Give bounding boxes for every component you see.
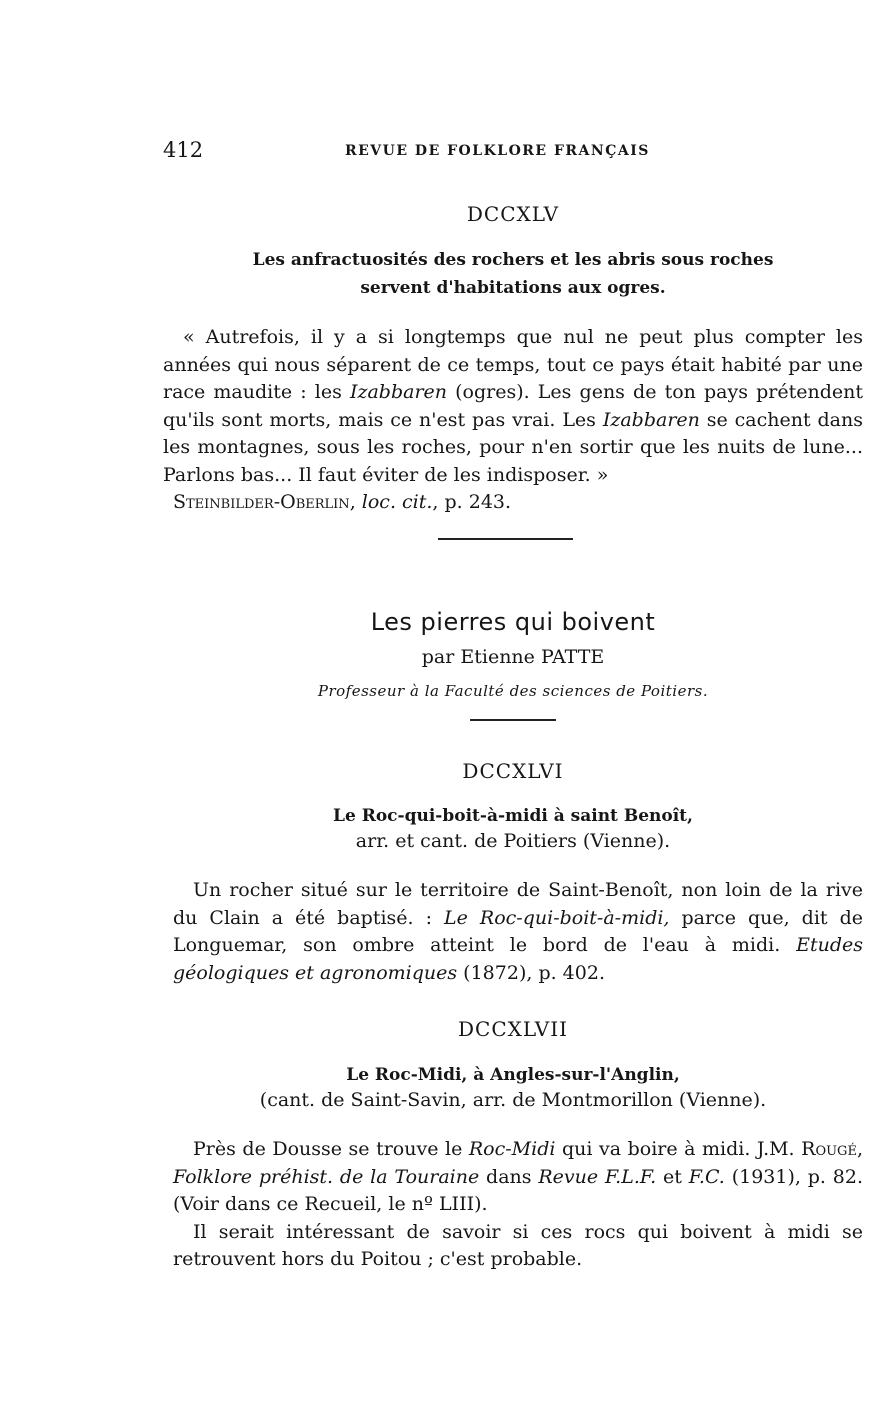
section-subtitle-746: arr. et cant. de Poitiers (Vienne). (355, 830, 671, 852)
section-number-746: DCCXLVI (462, 759, 564, 783)
section-number-747: DCCXLVII (457, 1017, 569, 1041)
section-title-746: Le Roc-qui-boit-à-midi à saint Benoît, (333, 806, 693, 826)
section-title-745 (163, 246, 863, 302)
citation-author: Steinbilder-Oberlin (173, 491, 350, 513)
section-divider (438, 538, 573, 540)
paragraph-747 (173, 1136, 863, 1274)
section-title-745-line1: Les anfractuosités des rochers et les abris sous roches (252, 250, 774, 270)
paragraph-747-text-1: Près de Dousse se trouve le Roc-Midi qui va boire à midi. J.M. Rougé, Folklore préhist. de la Touraine dans Revue F.L.F. et F.C. (1931), p. 82. (Voir dans ce Recueil, le nº LIII). (173, 1138, 863, 1215)
article-author: par Etienne PATTE (421, 646, 605, 668)
citation: Steinbilder-Oberlin, loc. cit., p. 243. (173, 491, 512, 513)
running-head: REVUE DE FOLKLORE FRANÇAIS (345, 143, 650, 159)
section-subtitle-747: (cant. de Saint-Savin, arr. de Montmorillon (Vienne). (259, 1089, 767, 1111)
article-title: Les pierres qui boivent (370, 608, 656, 636)
page-header (163, 138, 674, 166)
section-number-745: DCCXLV (466, 202, 560, 226)
page-number: 412 (163, 138, 204, 162)
paragraph-747-text-2: Il serait intéressant de savoir si ces rocs qui boivent à midi se retrouvent hors du Poitou ; c'est probable. (173, 1220, 863, 1270)
paragraph-746-text: Un rocher situé sur le territoire de Saint-Benoît, non loin de la rive du Clain a été baptisé. : Le Roc-qui-boit-à-midi, parce que, dit de Longuemar, son ombre atteint le bord de l'eau à midi. Etudes géologiques et agronomiques (1872), p. 402. (173, 879, 863, 984)
quote-paragraph: « Autrefois, il y a si longtemps que nul ne peut plus compter les années qui nous séparent de ce temps, tout ce pays était habité par une race maudite : les Izabbaren (ogres). Les gens de ton pays prétendent qu'ils sont morts, mais ce n'est pas vrai. Les Izabbaren se cachent dans les montagnes, sous les roches, pour n'en sortir que les nuits de lune... Parlons bas... Il faut éviter de les indisposer. » (163, 326, 863, 486)
paragraph-746 (173, 877, 863, 987)
article-divider (470, 719, 556, 721)
article-affiliation: Professeur à la Faculté des sciences de Poitiers. (317, 682, 709, 700)
section-title-745-line2: servent d'habitations aux ogres. (360, 278, 666, 298)
citation-work: loc. cit. (361, 491, 433, 513)
paragraph-745 (163, 324, 863, 517)
section-title-747: Le Roc-Midi, à Angles-sur-l'Anglin, (346, 1065, 680, 1085)
